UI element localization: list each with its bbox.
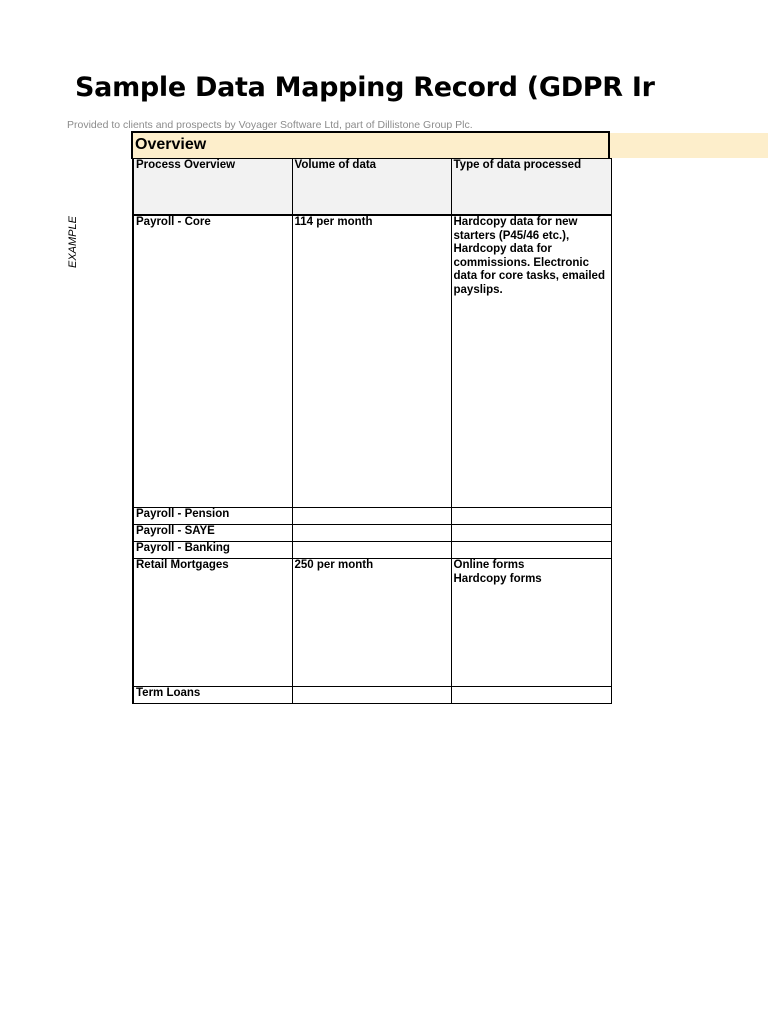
- volume-cell: 250 per month: [292, 559, 451, 687]
- header-process-overview: Process Overview: [133, 159, 292, 216]
- document-subtitle: Provided to clients and prospects by Voyager Software Ltd, part of Dillistone Group Plc.: [67, 119, 473, 131]
- header-volume-of-data: Volume of data: [292, 159, 451, 216]
- process-cell: Payroll - SAYE: [133, 525, 292, 542]
- data-type-cell: [451, 525, 611, 542]
- volume-cell: [292, 508, 451, 525]
- process-cell: Payroll - Banking: [133, 542, 292, 559]
- table-row: [133, 542, 611, 559]
- table-row: [133, 215, 611, 508]
- data-type-cell: [451, 687, 611, 704]
- header-type-of-data: Type of data processed: [451, 159, 611, 216]
- process-cell: Payroll - Core: [133, 215, 292, 508]
- table-row: [133, 559, 611, 687]
- table-header-row: [133, 159, 611, 216]
- data-mapping-table: [132, 158, 612, 704]
- example-side-label: EXAMPLE: [67, 216, 79, 268]
- section-header-band: [133, 133, 768, 158]
- table-row: [133, 508, 611, 525]
- table-left-border: [131, 131, 133, 159]
- table-top-border: [131, 131, 610, 133]
- volume-cell: 114 per month: [292, 215, 451, 508]
- process-cell: Payroll - Pension: [133, 508, 292, 525]
- volume-cell: [292, 542, 451, 559]
- volume-cell: [292, 687, 451, 704]
- document-title: Sample Data Mapping Record (GDPR Ir: [75, 72, 655, 103]
- data-type-cell: [451, 542, 611, 559]
- table-row: [133, 525, 611, 542]
- table-row: [133, 687, 611, 704]
- data-type-cell: Online forms Hardcopy forms: [451, 559, 611, 687]
- process-cell: Retail Mortgages: [133, 559, 292, 687]
- data-type-cell: [451, 508, 611, 525]
- process-cell: Term Loans: [133, 687, 292, 704]
- data-type-cell: Hardcopy data for new starters (P45/46 etc.), Hardcopy data for commissions. Electronic data for core tasks, emailed payslips.: [451, 215, 611, 508]
- table-right-border: [608, 131, 610, 159]
- volume-cell: [292, 525, 451, 542]
- section-title: Overview: [135, 136, 207, 153]
